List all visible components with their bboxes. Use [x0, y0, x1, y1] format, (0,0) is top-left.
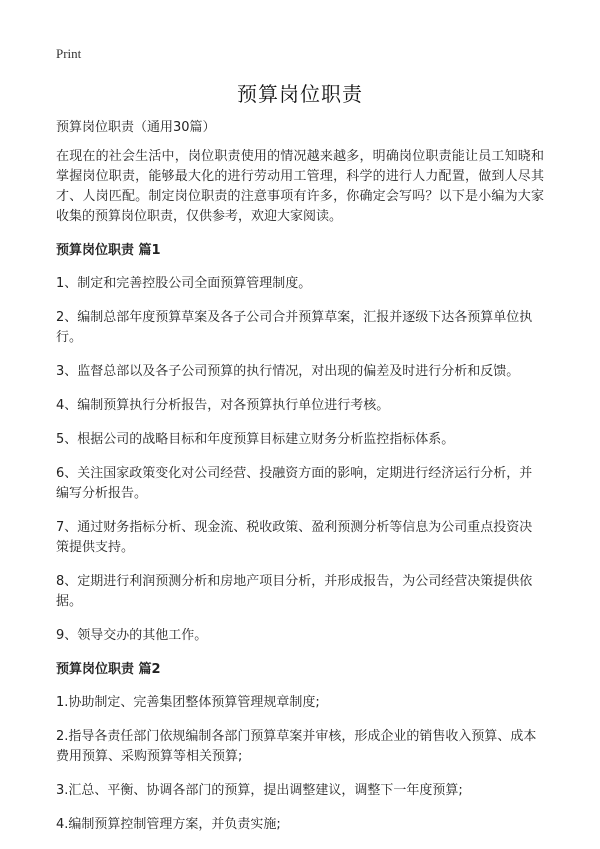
list-item: 4.编制预算控制管理方案，并负责实施; — [56, 817, 281, 832]
intro-paragraph: 在现在的社会生活中，岗位职责使用的情况越来越多，明确岗位职责能让员工知晓和掌握岗位职责，能够最大化的进行劳动用工管理，科学的进行人力配置，做到人尽其才、人岗匹配。制定岗位职责的注意事项有许多，你确定会写吗？以下是小编为大家收集的预算岗位职责，仅供参考，欢迎大家阅读。 — [56, 149, 544, 224]
list-item: 8、定期进行利润预测分析和房地产项目分析，并形成报告，为公司经营决策提供依据。 — [56, 574, 533, 609]
list-item: 2.指导各责任部门依规编制各部门预算草案并审核，形成企业的销售收入预算、成本费用预算、采购预算等相关预算; — [56, 729, 537, 764]
list-item: 3、监督总部以及各子公司预算的执行情况，对出现的偏差及时进行分析和反馈。 — [56, 364, 520, 379]
list-item: 6、关注国家政策变化对公司经营、投融资方面的影响，定期进行经济运行分析，并编写分析报告。 — [56, 466, 533, 501]
section-heading: 预算岗位职责 篇2 — [56, 662, 161, 677]
document-subtitle: 预算岗位职责（通用30篇） — [56, 120, 216, 135]
section-heading: 预算岗位职责 篇1 — [56, 243, 161, 258]
list-item: 3.汇总、平衡、协调各部门的预算，提出调整建议，调整下一年度预算; — [56, 783, 463, 798]
list-item: 5、根据公司的战略目标和年度预算目标建立财务分析监控指标体系。 — [56, 432, 455, 447]
section-1 — [56, 241, 544, 646]
list-item: 4、编制预算执行分析报告，对各预算执行单位进行考核。 — [56, 398, 390, 413]
document-title: 预算岗位职责 — [237, 82, 363, 106]
list-item: 2、编制总部年度预算草案及各子公司合并预算草案，汇报并逐级下达各预算单位执行。 — [56, 310, 533, 345]
list-item: 9、领导交办的其他工作。 — [56, 628, 208, 643]
list-item: 1、制定和完善控股公司全面预算管理制度。 — [56, 276, 312, 291]
list-item: 1.协助制定、完善集团整体预算管理规章制度; — [56, 695, 320, 710]
section-2 — [56, 660, 544, 835]
print-link[interactable]: Print — [56, 46, 82, 61]
document-body — [56, 118, 544, 849]
list-item: 7、通过财务指标分析、现金流、税收政策、盈利预测分析等信息为公司重点投资决策提供支持。 — [56, 520, 533, 555]
